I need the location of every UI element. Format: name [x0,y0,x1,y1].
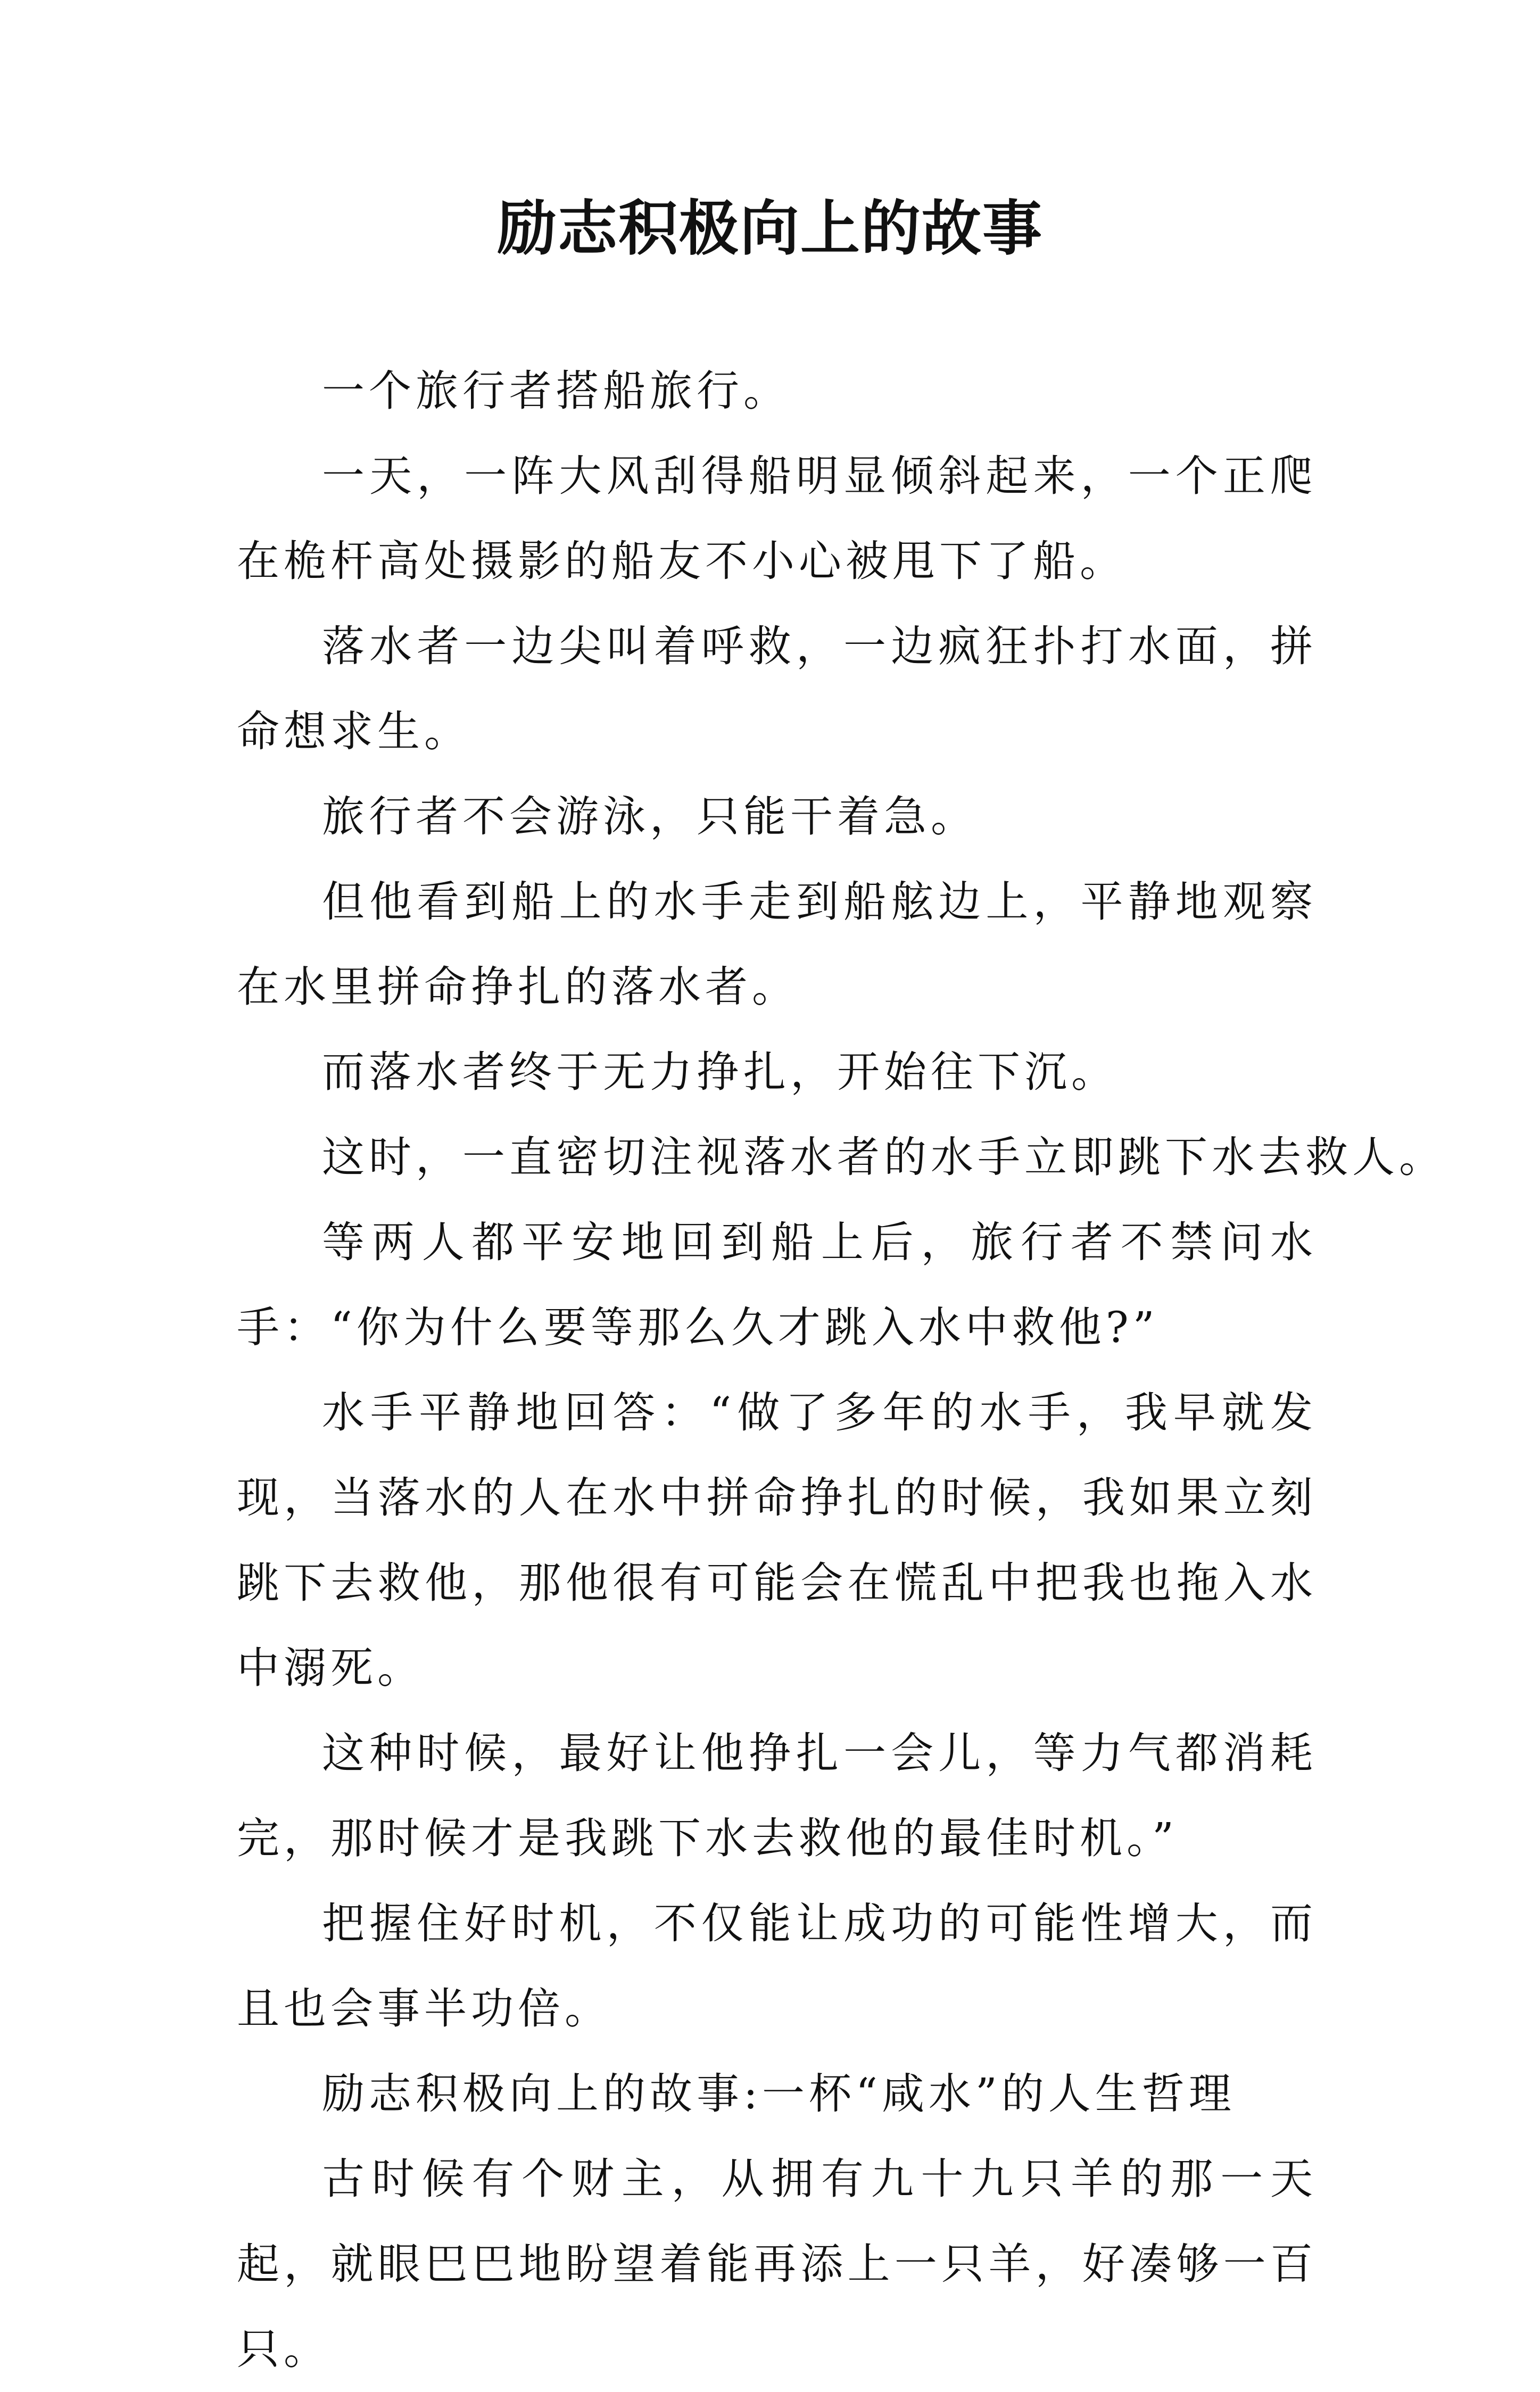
paragraph: 旅行者不会游泳，只能干着急。 [322,792,978,841]
paragraph: 而落水者终于无力挣扎，开始往下沉。 [322,1047,1118,1097]
paragraph: 励志积极向上的故事:一杯“咸水”的人生哲理 [322,2069,1236,2118]
paragraph: 等两人都平安地回到船上后，旅行者不禁问水手：“你为什么要等那么久才跳入水中救他?” [237,1218,1317,1352]
paragraph: 把握住好时机，不仅能让成功的可能性增大，而且也会事半功倍。 [237,1899,1317,2033]
paragraph: 落水者一边尖叫着呼救，一边疯狂扑打水面，拼命想求生。 [237,622,1317,756]
document-body [237,349,1446,2392]
document-title: 励志积极向上的故事 [497,194,1043,263]
paragraph: 但他看到船上的水手走到船舷边上，平静地观察在水里拼命挣扎的落水者。 [237,877,1317,1012]
paragraph: 一个旅行者搭船旅行。 [322,366,790,416]
paragraph: 一天，一阵大风刮得船明显倾斜起来，一个正爬在桅杆高处摄影的船友不小心被甩下了船。 [237,451,1317,586]
paragraph: 古时候有个财主，从拥有九十九只羊的那一天起，就眼巴巴地盼望着能再添上一只羊，好凑够一百只。 [237,2154,1317,2374]
paragraph: 这时，一直密切注视落水者的水手立即跳下水去救人。 [322,1132,1446,1182]
paragraph: 水手平静地回答：“做了多年的水手，我早就发现，当落水的人在水中拼命挣扎的时候，我如果立刻跳下去救他，那他很有可能会在慌乱中把我也拖入水中溺死。 [237,1388,1317,1693]
paragraph: 这种时候，最好让他挣扎一会儿，等力气都消耗完，那时候才是我跳下水去救他的最佳时机。” [237,1728,1317,1863]
